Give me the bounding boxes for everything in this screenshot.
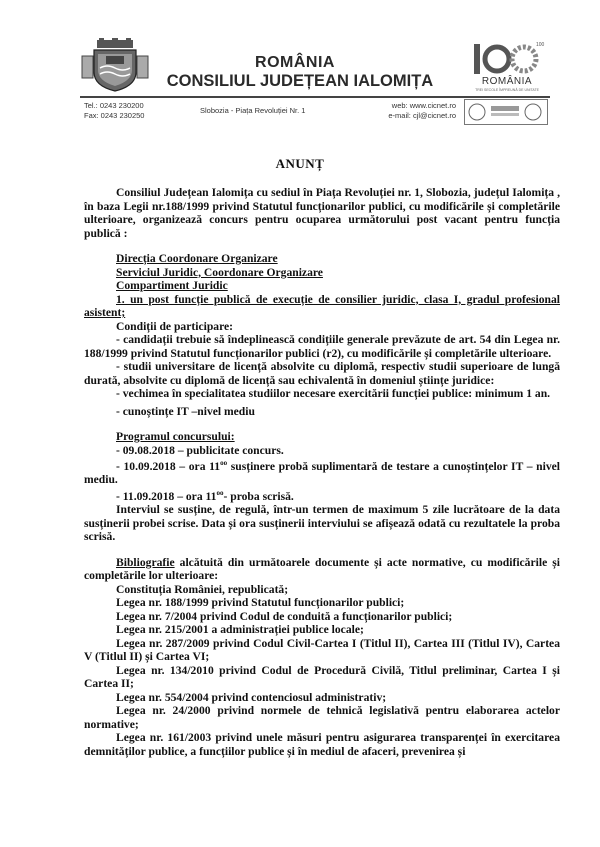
- condition-it: - cunoștințe IT –nivel mediu: [116, 404, 255, 418]
- post-description: 1. un post funcție publică de execuție de consilier juridic, clasa I, gradul profesional asistent;: [84, 292, 560, 319]
- program-item-it-test: - 10.09.2018 – ora $11^{oo}$ susținere probă suplimentară de testare a cunoștințelor IT – nivel mediu.: [84, 459, 561, 487]
- logo-tagline: TREI SECOLE ÎMPREUNĂ DE UNITATE: [475, 88, 539, 92]
- unit-direction: Direcția Coordonare Organizare: [116, 252, 278, 265]
- email: e-mail: cjl@cicnet.ro: [388, 111, 456, 120]
- intro-paragraph: Consiliul Județean Ialomița cu sediul în Piața Revoluției nr. 1, Slobozia, județul Ialomița , în baza Legii nr.188/1999 privind Statutul funcționarilor publici, cu modificările și completările ulterioare, organizează concurs pentru ocuparea următorului post vacant pentru funcția publică :: [84, 186, 560, 240]
- council-name: CONSILIUL JUDEȚEAN IALOMIȚA: [166, 72, 434, 90]
- bibliography-item: Legea nr. 161/2003 privind unele măsuri pentru asigurarea transparenței în exercitarea demnităților publice, a funcțiilor publice și în mediul de afaceri, prevenirea și: [84, 731, 560, 758]
- bibliography-item: Legea nr. 134/2010 privind Codul de Procedură Civilă, Titlul preliminar, Cartea I și Cartea II;: [84, 663, 560, 691]
- bibliography-item: Legea nr. 215/2001 a administrației publice locale;: [116, 623, 364, 637]
- condition-general: - candidații trebuie să îndeplinească condițiile generale prevăzute de art. 54 din Legea nr. 188/1999 privind Statutul funcționarilor publici (r2), cu modificările și completările ulterioare.: [84, 333, 560, 360]
- bibliography-item: Legea nr. 554/2004 privind contenciosul administrativ;: [116, 690, 387, 704]
- interview-paragraph: Interviul se susține, de regulă, într-un termen de maximum 5 zile lucrătoare de la data susținerii probei scrise. Data și ora susținerii interviului se afișează odată cu rezultatele la proba scrisă.: [84, 503, 560, 544]
- unit-compartment: Compartiment Juridic: [116, 279, 228, 292]
- unit-service: Serviciul Juridic, Coordonare Organizare: [116, 265, 323, 279]
- letterhead: [0, 0, 600, 130]
- fax-number: Fax: 0243 230250: [84, 111, 145, 120]
- conditions-title: Condiții de participare:: [116, 319, 234, 333]
- condition-experience: - vechimea în specialitatea studiilor necesare exercitării funcției publice: minimum 1 an.: [116, 387, 551, 400]
- logo-number: 100: [536, 42, 545, 48]
- website: web: www.cicnet.ro: [391, 101, 456, 110]
- program-item-written-test: - 11.09.2018 – ora $11^{oo}-$ proba scrisă.: [116, 488, 294, 503]
- program-title: Programul concursului:: [116, 430, 235, 443]
- country-name: ROMÂNIA: [255, 54, 335, 71]
- document-body: [84, 186, 560, 758]
- bibliography-item: Legea nr. 188/1999 privind Statutul funcționarilor publici;: [116, 596, 405, 610]
- bibliography-item: Constituția României, republicată;: [116, 582, 289, 596]
- bibliography-item: Legea nr. 7/2004 privind Codul de conduită a funcționarilor publici;: [116, 609, 453, 623]
- bibliography-item: Legea nr. 287/2009 privind Codul Civil-Cartea I (Titlul II), Cartea III (Titlul IV), Cartea V (Titlul II) și Cartea VI;: [84, 636, 560, 664]
- bibliography-item: Legea nr. 24/2000 privind normele de tehnică legislativă pentru elaborarea actelor normative;: [84, 704, 560, 731]
- document-title: ANUNȚ: [275, 156, 325, 171]
- quality-seal-icon: [464, 99, 548, 125]
- header-divider: [80, 96, 550, 98]
- condition-studies: - studii universitare de licență absolvite cu diplomă, respectiv studii superioare de lungă durată, absolvite cu diplomă de licență sau echivalentă în domeniul științe juridice:: [84, 360, 560, 387]
- address: Slobozia - Piața Revoluției Nr. 1: [200, 106, 306, 115]
- phone-number: Tel.: 0243 230200: [84, 101, 144, 110]
- program-item-publication: - 09.08.2018 – publicitate concurs.: [116, 443, 284, 457]
- phone-block: [84, 101, 144, 121]
- bibliography-intro: Bibliografie alcătuită din următoarele documente și acte normative, cu modificările și completările lor ulterioare:: [84, 555, 560, 583]
- web-block: [340, 101, 456, 121]
- logo-text: ROMÂNIA: [481, 76, 533, 87]
